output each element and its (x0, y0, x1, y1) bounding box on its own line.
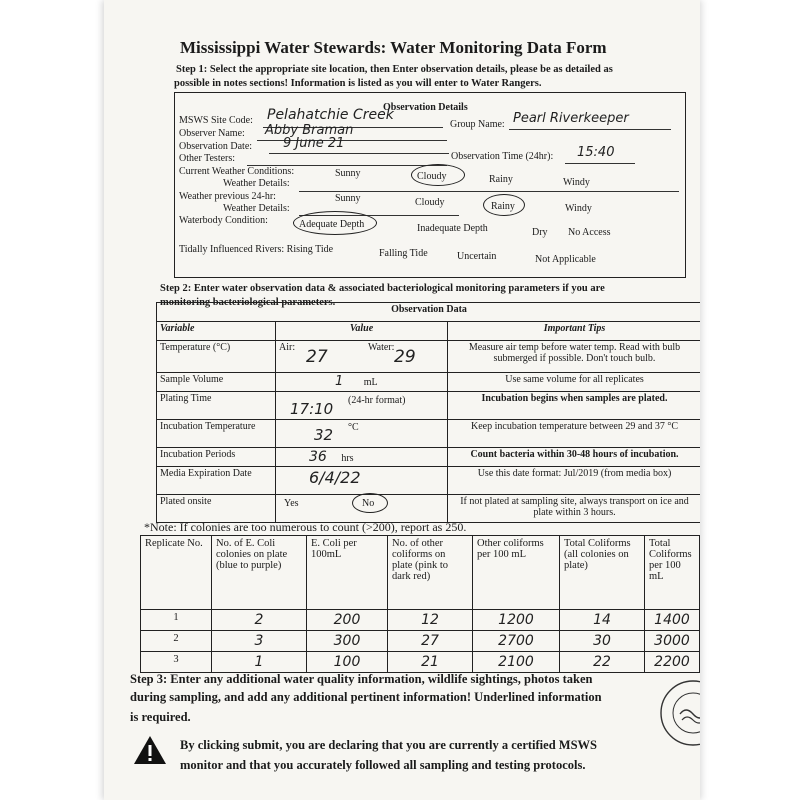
sample-volume-field[interactable]: 1 (335, 374, 344, 389)
step1-instruction-line1: Step 1: Select the appropriate site location, then Enter observation details, please be as detailed as (176, 64, 613, 75)
site-code-field[interactable]: Pelahatchie Creek (267, 107, 394, 123)
tidal-falling-tide[interactable]: Falling Tide (379, 248, 428, 259)
ecoli-colonies-cell[interactable]: 1 (212, 652, 307, 673)
plating-time-label: Plating Time (157, 392, 276, 420)
ecoli-per-100ml-cell[interactable]: 100 (307, 652, 388, 673)
table-row (141, 652, 700, 673)
incubation-periods-field[interactable]: 36 (309, 449, 327, 465)
other-coliforms-cell[interactable]: 12 (388, 610, 473, 631)
tidal-rising-tide[interactable]: Tidally Influenced Rivers: Rising Tide (179, 244, 334, 255)
col-tips-header: Important Tips (448, 322, 701, 341)
sample-volume-label: Sample Volume (157, 373, 276, 392)
waterbody-dry[interactable]: Dry (532, 227, 548, 238)
step1-instruction-line2: possible in notes sections! Information is listed as you will enter to Water Rangers. (174, 78, 542, 89)
air-label: Air: (279, 342, 296, 353)
waterbody-adequate-depth[interactable]: Adequate Depth (299, 219, 365, 230)
other-coliforms-cell[interactable]: 27 (388, 631, 473, 652)
observer-name-label: Observer Name: (179, 128, 245, 139)
waterbody-no-access[interactable]: No Access (568, 227, 611, 238)
waterbody-condition-label: Waterbody Condition: (179, 215, 268, 226)
ecoli-colonies-cell[interactable]: 3 (212, 631, 307, 652)
step2-instruction-line2: monitoring bacteriological parameters. (160, 297, 336, 308)
header-ecoli-colonies: No. of E. Coli colonies on plate (blue to purple) (212, 536, 307, 610)
incubation-periods-cell (276, 448, 448, 467)
weather-details-label: Weather Details: (223, 178, 290, 189)
current-weather-windy[interactable]: Windy (563, 177, 590, 188)
current-weather-selection-mark (411, 164, 465, 186)
sample-volume-unit: mL (363, 377, 378, 388)
plating-time-format: (24-hr format) (348, 395, 406, 406)
plated-onsite-tip: If not plated at sampling site, always transport on ice and plate within 3 hours. (448, 495, 701, 523)
site-code-label: MSWS Site Code: (179, 115, 253, 126)
replicate-number: 3 (141, 652, 212, 673)
header-total-per-100ml: Total Coliforms per 100 mL (645, 536, 700, 610)
media-expiration-field[interactable]: 6/4/22 (309, 468, 361, 487)
observation-date-label: Observation Date: (179, 141, 253, 152)
observation-date-field[interactable]: 9 June 21 (283, 136, 345, 151)
replicate-number: 2 (141, 631, 212, 652)
form-paper (104, 0, 700, 800)
incubation-temperature-tip: Keep incubation temperature between 29 and 37 °C (448, 420, 701, 448)
header-other-coliforms: No. of other coliforms on plate (pink to dark red) (388, 536, 473, 610)
other-per-100ml-cell[interactable]: 2100 (473, 652, 560, 673)
sample-volume-cell (276, 373, 448, 392)
observation-time-field[interactable]: 15:40 (577, 145, 615, 160)
ecoli-colonies-cell[interactable]: 2 (212, 610, 307, 631)
temperature-tip: Measure air temp before water temp. Read with bulb submerged if possible. Don't touch bulb. (448, 341, 701, 373)
prev-weather-rainy[interactable]: Rainy (491, 201, 515, 212)
col-value-header: Value (276, 322, 448, 341)
col-variable-header: Variable (157, 322, 276, 341)
incubation-periods-unit: hrs (341, 453, 354, 464)
prev-weather-selection-mark (483, 194, 525, 216)
water-label: Water: (368, 342, 395, 353)
replicate-number: 1 (141, 610, 212, 631)
observer-name-field[interactable]: Abby Braman (265, 123, 354, 138)
weather-details-previous-label: Weather Details: (223, 203, 290, 214)
incubation-temperature-field[interactable]: 32 (314, 426, 334, 444)
sample-volume-tip: Use same volume for all replicates (448, 373, 701, 392)
table-row (141, 631, 700, 652)
plated-onsite-yes[interactable]: Yes (284, 498, 299, 509)
other-per-100ml-cell[interactable]: 2700 (473, 631, 560, 652)
incubation-periods-tip: Count bacteria within 30-48 hours of incubation. (448, 448, 701, 467)
current-weather-label: Current Weather Conditions: (179, 166, 295, 177)
total-coliforms-cell[interactable]: 22 (560, 652, 645, 673)
total-per-100ml-cell[interactable]: 1400 (645, 610, 700, 631)
group-name-field[interactable]: Pearl Riverkeeper (513, 111, 629, 126)
observation-time-label: Observation Time (24hr): (451, 151, 554, 162)
prev-weather-sunny[interactable]: Sunny (335, 193, 361, 204)
waterbody-selection-mark (293, 211, 377, 235)
current-weather-rainy[interactable]: Rainy (489, 174, 513, 185)
mississippi-water-stewards-seal (658, 678, 700, 748)
header-ecoli-per-100ml: E. Coli per 100mL (307, 536, 388, 610)
step3-instruction-line1: Step 3: Enter any additional water quality information, wildlife sightings, photos taken (130, 672, 593, 686)
total-coliforms-cell[interactable]: 30 (560, 631, 645, 652)
colony-note: *Note: If colonies are too numerous to count (>200), report as 250. (144, 520, 467, 534)
plating-time-field[interactable]: 17:10 (290, 400, 334, 418)
warning-line1: By clicking submit, you are declaring that you are currently a certified MSWS (180, 738, 597, 752)
media-expiration-tip: Use this date format: Jul/2019 (from media box) (448, 467, 701, 495)
current-weather-sunny[interactable]: Sunny (335, 168, 361, 179)
temperature-label: Temperature (°C) (157, 341, 276, 373)
tidal-uncertain[interactable]: Uncertain (457, 251, 497, 262)
header-other-per-100ml: Other coliforms per 100 mL (473, 536, 560, 610)
incubation-periods-label: Incubation Periods (157, 448, 276, 467)
observation-details-heading: Observation Details (383, 102, 468, 113)
plating-time-cell (276, 392, 448, 420)
plated-onsite-cell (276, 495, 448, 523)
other-coliforms-cell[interactable]: 21 (388, 652, 473, 673)
form-title: Mississippi Water Stewards: Water Monitoring Data Form (180, 38, 607, 57)
table-row (141, 610, 700, 631)
warning-line2: monitor and that you accurately followed all sampling and testing protocols. (180, 758, 586, 772)
plated-onsite-label: Plated onsite (157, 495, 276, 523)
total-coliforms-cell[interactable]: 14 (560, 610, 645, 631)
other-testers-label: Other Testers: (179, 153, 236, 164)
prev-weather-cloudy[interactable]: Cloudy (415, 197, 445, 208)
plated-onsite-selection-mark (352, 493, 388, 513)
incubation-temperature-label: Incubation Temperature (157, 420, 276, 448)
header-replicate: Replicate No. (141, 536, 212, 610)
other-per-100ml-cell[interactable]: 1200 (473, 610, 560, 631)
replicate-header-row (141, 536, 700, 610)
warning-icon (132, 734, 168, 766)
temperature-value-cell (276, 341, 448, 373)
total-per-100ml-cell[interactable]: 3000 (645, 631, 700, 652)
step3-instruction-line3: is required. (130, 710, 191, 724)
total-per-100ml-cell[interactable]: 2200 (645, 652, 700, 673)
ecoli-per-100ml-cell[interactable]: 300 (307, 631, 388, 652)
step3-instruction-line2: during sampling, and add any additional pertinent information! Underlined information (130, 690, 602, 704)
plating-time-tip: Incubation begins when samples are plated. (448, 392, 701, 420)
air-temp-field[interactable]: 27 (306, 347, 328, 367)
media-expiration-label: Media Expiration Date (157, 467, 276, 495)
incubation-temperature-unit: °C (348, 422, 359, 433)
water-temp-field[interactable]: 29 (394, 347, 416, 367)
group-name-label: Group Name: (450, 119, 505, 130)
ecoli-per-100ml-cell[interactable]: 200 (307, 610, 388, 631)
header-total-coliforms: Total Coliforms (all colonies on plate) (560, 536, 645, 610)
replicate-table (140, 535, 700, 673)
tidal-not-applicable[interactable]: Not Applicable (535, 254, 596, 265)
step2-instruction-line1: Step 2: Enter water observation data & associated bacteriological monitoring parameters if you are (160, 283, 605, 294)
prev-weather-windy[interactable]: Windy (565, 203, 592, 214)
observation-data-table (156, 302, 700, 523)
plated-onsite-no[interactable]: No (362, 498, 375, 509)
current-weather-cloudy[interactable]: Cloudy (417, 171, 447, 182)
media-expiration-cell (276, 467, 448, 495)
waterbody-inadequate-depth[interactable]: Inadequate Depth (417, 223, 488, 234)
observation-data-heading: Observation Data (157, 303, 701, 322)
observation-details-box (174, 92, 686, 278)
weather-previous-label: Weather previous 24-hr: (179, 191, 276, 202)
incubation-temperature-cell (276, 420, 448, 448)
